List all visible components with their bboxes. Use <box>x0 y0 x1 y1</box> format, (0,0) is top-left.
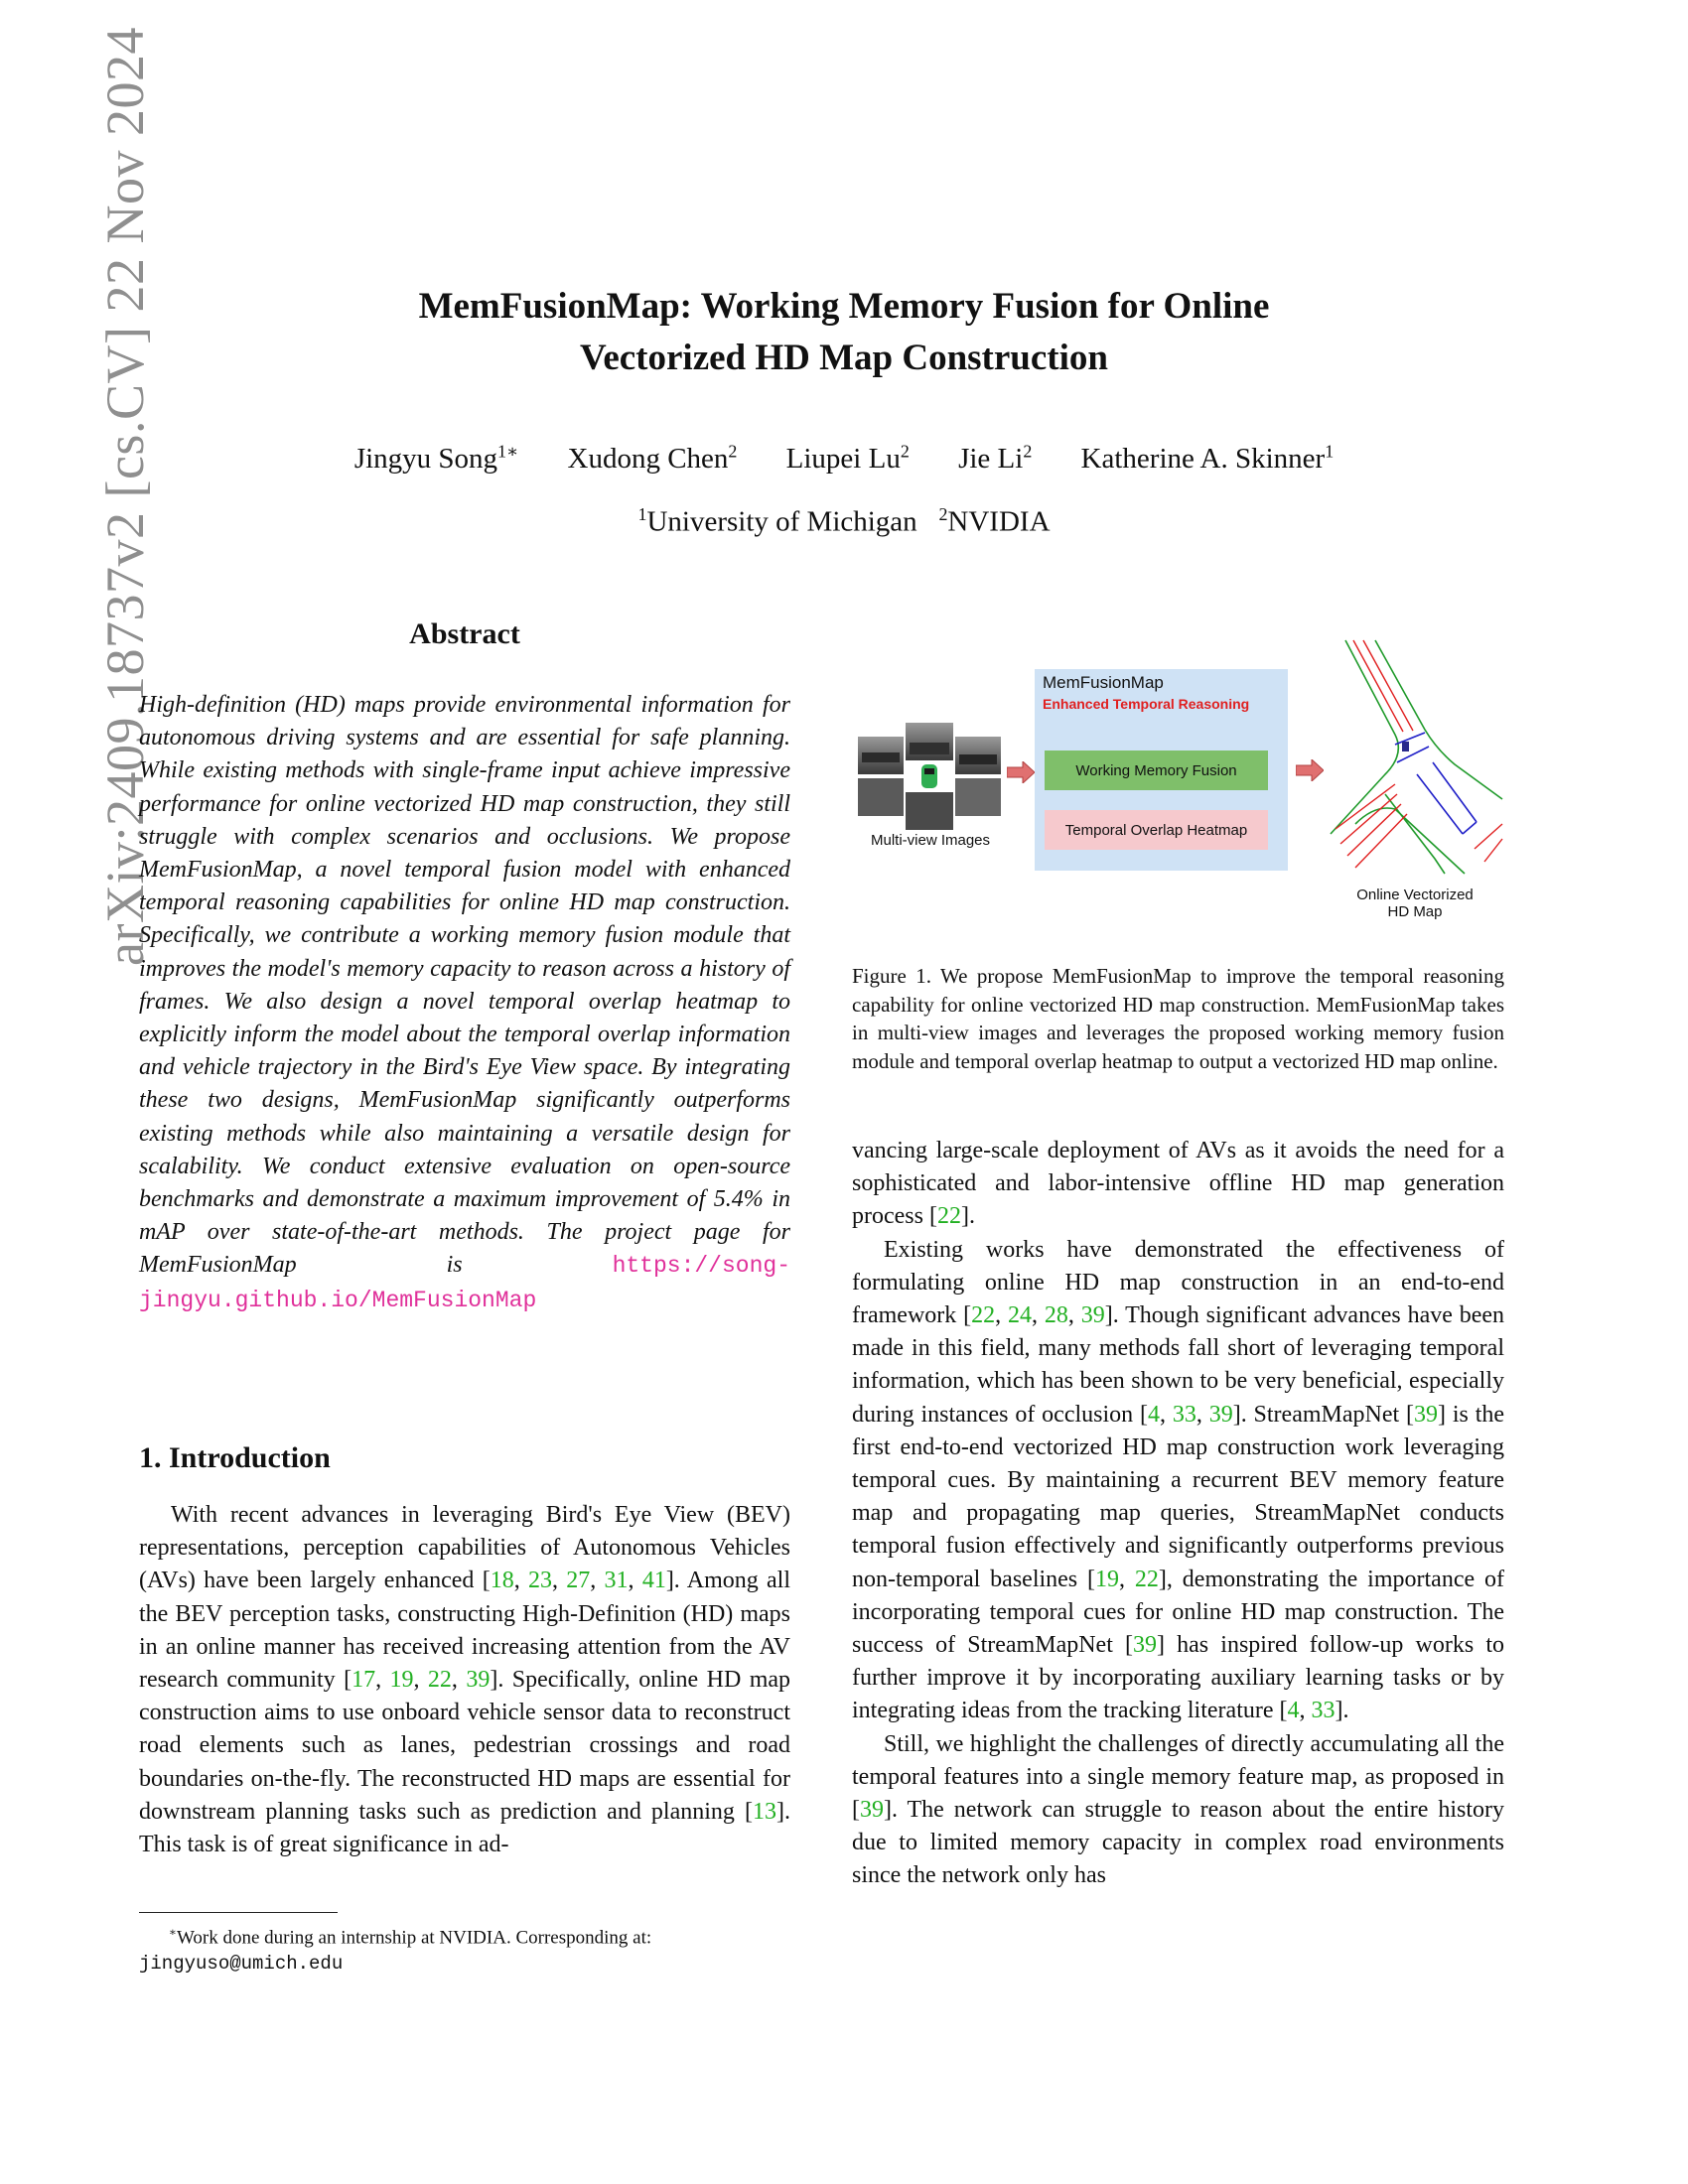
panel-title: MemFusionMap <box>1043 673 1164 692</box>
citation-link[interactable]: 41 <box>641 1568 666 1594</box>
hd-map-drawing <box>1326 635 1504 879</box>
vectorized-hd-map <box>1326 635 1504 879</box>
author-3 <box>786 443 910 475</box>
author-name: Xudong Chen <box>567 442 729 475</box>
abstract-body <box>139 689 790 1317</box>
project-page-link[interactable]: https://song-jingyu.github.io/MemFusionMap <box>139 1253 790 1313</box>
footnote-rule <box>139 1912 338 1913</box>
citation-group: 18, 23, 27, 31, 41 <box>490 1568 666 1594</box>
citation-link[interactable]: 17 <box>352 1667 376 1694</box>
citation-link[interactable]: 28 <box>1044 1302 1068 1329</box>
text: ] has inspired follow-up works to further improve it by incorporating auxiliary learning tasks or by integrating ideas from the tracking literature [ <box>852 1632 1504 1724</box>
author-2 <box>568 443 738 475</box>
affiliation-2: NVIDIA <box>947 505 1051 538</box>
citation-link[interactable]: 39 <box>860 1797 884 1824</box>
citation-link[interactable]: 22 <box>1134 1566 1159 1592</box>
road-boundaries <box>1331 640 1502 874</box>
citation-link[interactable]: 39 <box>1414 1401 1439 1428</box>
output-label-line-2: HD Map <box>1387 903 1443 920</box>
paper-title <box>0 281 1688 384</box>
title-line-1: MemFusionMap: Working Memory Fusion for Online <box>418 286 1270 327</box>
input-label: Multi-view Images <box>870 832 991 849</box>
author-name: Jingyu Song <box>353 442 498 475</box>
title-line-2: Vectorized HD Map Construction <box>580 338 1108 378</box>
footnote-text: Work done during an internship at NVIDIA. Corresponding at: <box>177 1927 652 1949</box>
intro-text-d: ]. This task is of great significance in ad- <box>139 1798 790 1858</box>
citation-link[interactable]: 4 <box>1287 1698 1300 1724</box>
figure-caption: Figure 1. We propose MemFusionMap to improve the temporal reasoning capability for online vectorized HD map construction. MemFusionMap takes in multi-view images and leverages the proposed working memory fusion module and temporal overlap heatmap to output a vectorized HD map online. <box>852 964 1504 1073</box>
citation-link[interactable]: 33 <box>1311 1698 1336 1724</box>
panel-subtitle: Enhanced Temporal Reasoning <box>1043 696 1250 712</box>
affil-sup: 2 <box>938 504 948 524</box>
text: ]. <box>1335 1698 1349 1724</box>
citation-group: 19, 22 <box>1095 1566 1159 1592</box>
arxiv-sidebar-id: arXiv:2409.18737v2 [cs.CV] 22 Nov 2024 <box>95 27 155 966</box>
abstract-heading: Abstract <box>409 617 520 650</box>
author-name: Jie Li <box>958 442 1024 475</box>
citation-link[interactable]: 33 <box>1172 1401 1196 1428</box>
citation-link[interactable]: 24 <box>1007 1302 1032 1329</box>
temporal-overlap-heatmap-box: Temporal Overlap Heatmap <box>1045 810 1268 850</box>
intro-text-a: With recent advances in leveraging Bird's Eye View (BEV) representations, perception capabilities of Autonomous Vehicles (AVs) have been largely enhanced [ <box>139 1502 790 1594</box>
text: ] is the first end-to-end vectorized HD map construction work leveraging temporal cues. By maintaining a recurrent BEV memory feature map and propagating map queries, StreamMapNet conducts temporal fusion effectively and significantly outperforms previous non-temporal baselines [ <box>852 1401 1505 1592</box>
intro-text-b: ]. Among all the BEV perception tasks, constructing High-Definition (HD) maps in an online manner has received increasing attention from the AV research community [ <box>139 1568 791 1694</box>
lane-dividers <box>1336 640 1502 868</box>
text: ], demonstrating the importance of incorporating temporal cues for online HD map construction. The success of StreamMapNet [ <box>852 1566 1505 1659</box>
memfusionmap-panel <box>1035 669 1288 871</box>
author-sup: 2 <box>900 441 910 461</box>
author-sup: 2 <box>728 441 738 461</box>
arrow-right-icon <box>1007 761 1035 783</box>
camera-image-back-right <box>955 778 1001 816</box>
citation-link[interactable]: 22 <box>971 1302 996 1329</box>
citation-group: 4, 33, 39 <box>1147 1401 1233 1428</box>
citation-link[interactable]: 4 <box>1147 1401 1160 1428</box>
text: ]. Though significant advances have been made in this field, many methods fall short of leveraging temporal information, which has been shown to be very beneficial, especially during instances of occlusion [ <box>852 1302 1505 1428</box>
citation-link[interactable]: 23 <box>527 1568 552 1594</box>
citation-link[interactable]: 39 <box>1133 1632 1158 1659</box>
affiliation-1: University of Michigan <box>646 505 917 538</box>
camera-image-front <box>906 723 953 760</box>
text: vancing large-scale deployment of AVs as it avoids the need for a sophisticated and labor-intensive offline HD map generation process [ <box>852 1138 1504 1230</box>
citation-link[interactable]: 22 <box>936 1203 961 1230</box>
ego-vehicle-icon <box>921 764 937 788</box>
arrow-right-icon <box>1296 759 1324 781</box>
intro-paragraph <box>139 1499 790 1861</box>
text: ]. The network can struggle to reason about the entire history due to limited memory capacity in complex road environments since the network only has <box>852 1797 1504 1889</box>
citation-link[interactable]: 22 <box>427 1667 452 1694</box>
footnote <box>139 1920 790 1977</box>
paragraph <box>852 1234 1504 1728</box>
paragraph <box>852 1135 1504 1234</box>
intro-text-c: ]. Specifically, online HD map construction aims to use onboard vehicle sensor data to reconstruct road elements such as lanes, pedestrian crossings and road boundaries on-the-fly. The reconstructed HD maps are essential for downstream planning tasks such as prediction and planning [ <box>139 1667 791 1825</box>
footnote-mark: ∗ <box>169 1926 177 1939</box>
affil-sup: 1 <box>637 504 647 524</box>
text: ]. StreamMapNet [ <box>1232 1401 1415 1428</box>
affiliations <box>0 504 1688 539</box>
ego-vehicle-icon <box>1402 742 1409 751</box>
author-5 <box>1081 443 1335 475</box>
citation-group: 17, 19, 22, 39 <box>352 1667 491 1694</box>
author-name: Liupei Lu <box>785 442 901 475</box>
paragraph <box>852 1728 1504 1893</box>
author-4 <box>958 443 1032 475</box>
citation-link[interactable]: 13 <box>753 1798 776 1825</box>
citation-link[interactable]: 18 <box>490 1568 514 1594</box>
citation-link[interactable]: 27 <box>566 1568 591 1594</box>
abstract-text: High-definition (HD) maps provide environmental information for autonomous driving systems and are essential for safe planning. While existing methods with single-frame input achieve impressive performance for online vectorized HD map construction, they still struggle with complex scenarios and occlusions. We propose MemFusionMap, a novel temporal fusion model with enhanced temporal reasoning capabilities for online HD map construction. Specifically, we contribute a working memory fusion module that improves the model's memory capacity to reason across a history of frames. We also design a novel temporal overlap heatmap to explicitly inform the model about the temporal overlap information and vehicle trajectory in the Bird's Eye View space. By integrating these two designs, MemFusionMap significantly outperforms existing methods while also maintaining a versatile design for scalability. We conduct extensive evaluation on open-source benchmarks and demonstrate a maximum improvement of 5.4% in mAP over state-of-the-art methods. The project page for MemFusionMap is <box>139 692 790 1279</box>
author-sup: 1∗ <box>497 441 519 461</box>
working-memory-fusion-box: Working Memory Fusion <box>1045 751 1268 790</box>
citation-link[interactable]: 19 <box>1095 1566 1120 1592</box>
text: Still, we highlight the challenges of directly accumulating all the temporal features into a single memory feature map, as proposed in [ <box>852 1730 1504 1824</box>
output-label-line-1: Online Vectorized <box>1356 887 1474 903</box>
author-1 <box>354 443 518 475</box>
text: Existing works have demonstrated the effectiveness of formulating online HD map construction in an end-to-end framework [ <box>852 1236 1504 1329</box>
intro-heading: 1. Introduction <box>139 1441 331 1474</box>
author-list <box>0 441 1688 476</box>
multi-view-images <box>858 723 1001 830</box>
citation-group: 22, 24, 28, 39 <box>971 1302 1105 1329</box>
camera-image-back-left <box>858 778 904 816</box>
right-column-text <box>852 1135 1504 1893</box>
author-name: Katherine A. Skinner <box>1080 442 1326 475</box>
citation-link[interactable]: 19 <box>389 1667 414 1694</box>
camera-image-back <box>906 792 953 830</box>
text: ]. <box>960 1203 975 1230</box>
author-sup: 2 <box>1023 441 1033 461</box>
citation-link[interactable]: 31 <box>604 1568 629 1594</box>
author-sup: 1 <box>1325 441 1335 461</box>
output-label <box>1321 887 1509 920</box>
citation-link[interactable]: 39 <box>466 1667 491 1694</box>
citation-link[interactable]: 39 <box>1208 1401 1233 1428</box>
citation-group: 4, 33 <box>1287 1698 1336 1724</box>
citation-link[interactable]: 39 <box>1080 1302 1105 1329</box>
footnote-email[interactable]: jingyuso@umich.edu <box>139 1953 344 1976</box>
citation-group <box>753 1799 776 1825</box>
